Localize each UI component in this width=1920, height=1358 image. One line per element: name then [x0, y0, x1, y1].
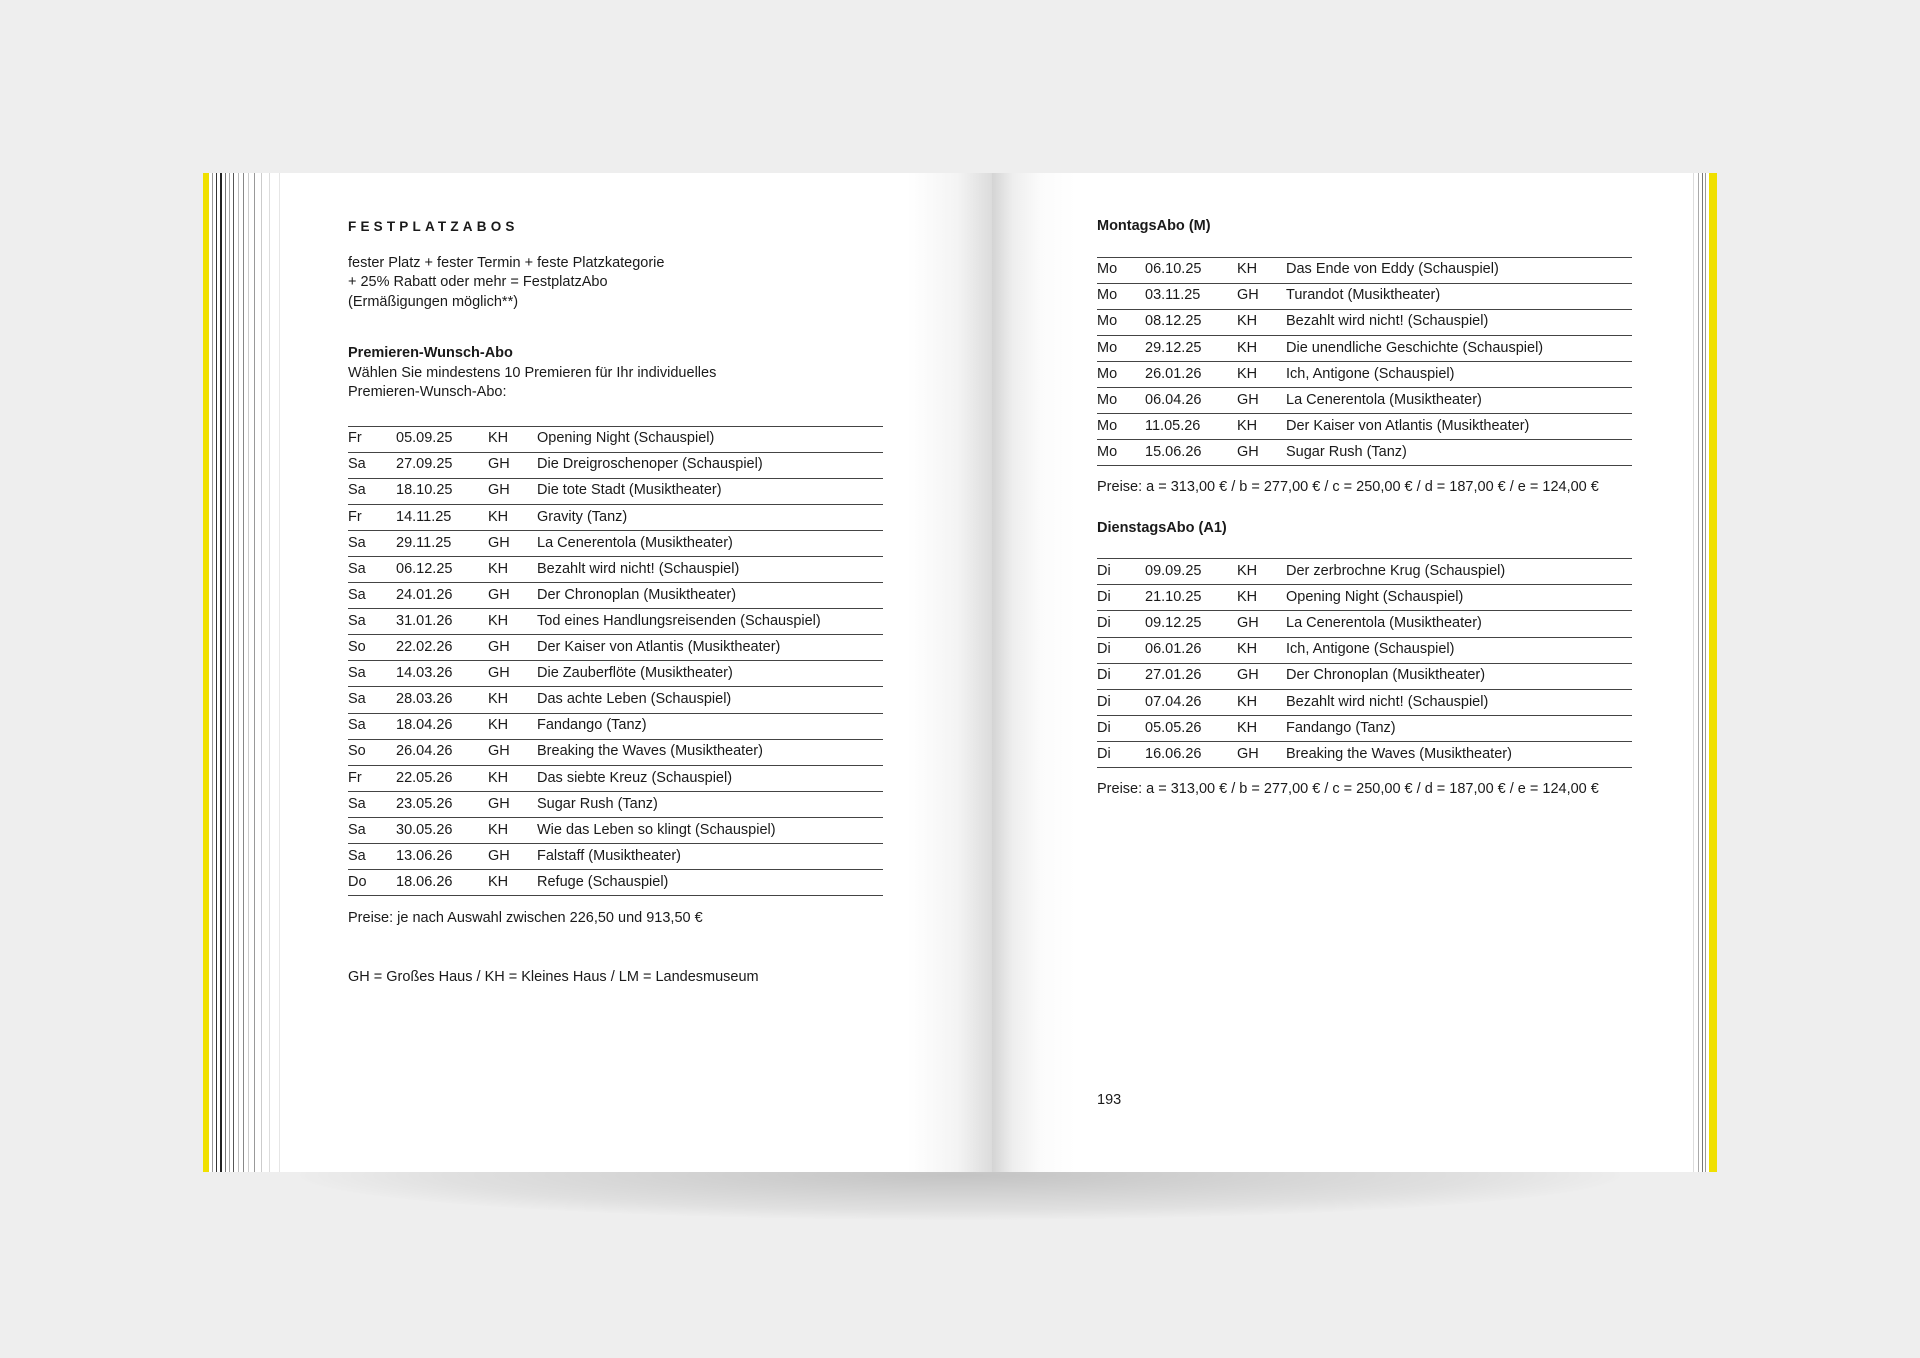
date-cell: 18.04.26 — [396, 713, 488, 739]
table-row — [348, 635, 883, 661]
performance-cell: Das siebte Kreuz (Schauspiel) — [537, 765, 883, 791]
performance-cell: Bezahlt wird nicht! (Schauspiel) — [1286, 309, 1632, 335]
venue-cell: GH — [1237, 611, 1286, 637]
venue-cell: KH — [488, 609, 537, 635]
weekday-cell: Sa — [348, 791, 396, 817]
weekday-cell: Sa — [348, 478, 396, 504]
weekday-cell: Mo — [1097, 387, 1145, 413]
date-cell: 03.11.25 — [1145, 283, 1237, 309]
dienstagsabo-title: DienstagsAbo (A1) — [1097, 519, 1227, 536]
intro-line: fester Platz + fester Termin + feste Platzkategorie — [348, 254, 665, 271]
venue-cell: KH — [1237, 689, 1286, 715]
date-cell: 14.03.26 — [396, 661, 488, 687]
performance-cell: Das Ende von Eddy (Schauspiel) — [1286, 257, 1632, 283]
date-cell: 06.04.26 — [1145, 387, 1237, 413]
table-row — [348, 844, 883, 870]
weekday-cell: Sa — [348, 583, 396, 609]
venue-cell: GH — [488, 452, 537, 478]
weekday-cell: Fr — [348, 504, 396, 530]
venue-cell: GH — [1237, 663, 1286, 689]
venue-cell: GH — [488, 739, 537, 765]
dienstagsabo-price: Preise: a = 313,00 € / b = 277,00 € / c = 250,00 € / d = 187,00 € / e = 124,00 € — [1097, 781, 1599, 797]
date-cell: 07.04.26 — [1145, 689, 1237, 715]
date-cell: 14.11.25 — [396, 504, 488, 530]
venue-cell: GH — [1237, 283, 1286, 309]
venue-cell: KH — [488, 713, 537, 739]
venue-cell: KH — [488, 817, 537, 843]
venue-cell: KH — [488, 556, 537, 582]
weekday-cell: Di — [1097, 689, 1145, 715]
weekday-cell: Sa — [348, 556, 396, 582]
table-row — [348, 478, 883, 504]
performance-cell: Wie das Leben so klingt (Schauspiel) — [537, 817, 883, 843]
table-row — [348, 817, 883, 843]
table-row — [348, 713, 883, 739]
performance-cell: Die Dreigroschenoper (Schauspiel) — [537, 452, 883, 478]
weekday-cell: Di — [1097, 741, 1145, 767]
weekday-cell: Di — [1097, 715, 1145, 741]
date-cell: 08.12.25 — [1145, 309, 1237, 335]
date-cell: 23.05.26 — [396, 791, 488, 817]
performance-cell: Der Kaiser von Atlantis (Musiktheater) — [1286, 414, 1632, 440]
performance-cell: Gravity (Tanz) — [537, 504, 883, 530]
performance-cell: Die Zauberflöte (Musiktheater) — [537, 661, 883, 687]
date-cell: 28.03.26 — [396, 687, 488, 713]
table-row — [348, 583, 883, 609]
performance-cell: La Cenerentola (Musiktheater) — [1286, 611, 1632, 637]
performance-cell: Ich, Antigone (Schauspiel) — [1286, 637, 1632, 663]
date-cell: 11.05.26 — [1145, 414, 1237, 440]
date-cell: 16.06.26 — [1145, 741, 1237, 767]
venue-cell: KH — [1237, 715, 1286, 741]
weekday-cell: Mo — [1097, 440, 1145, 466]
table-row — [348, 504, 883, 530]
performance-cell: Opening Night (Schauspiel) — [537, 426, 883, 452]
weekday-cell: Di — [1097, 637, 1145, 663]
weekday-cell: Di — [1097, 611, 1145, 637]
dienstagsabo-schedule-table — [1097, 558, 1632, 768]
weekday-cell: Mo — [1097, 257, 1145, 283]
table-row — [1097, 741, 1632, 767]
venue-cell: KH — [488, 765, 537, 791]
venue-cell: KH — [1237, 361, 1286, 387]
date-cell: 27.01.26 — [1145, 663, 1237, 689]
venue-cell: KH — [1237, 309, 1286, 335]
venue-cell: GH — [1237, 741, 1286, 767]
date-cell: 18.10.25 — [396, 478, 488, 504]
date-cell: 09.12.25 — [1145, 611, 1237, 637]
date-cell: 29.11.25 — [396, 530, 488, 556]
premieren-schedule-table — [348, 426, 883, 897]
table-row — [1097, 559, 1632, 585]
venue-cell: KH — [488, 426, 537, 452]
intro-line: + 25% Rabatt oder mehr = FestplatzAbo — [348, 274, 608, 290]
table-row — [348, 870, 883, 896]
venue-cell: GH — [488, 844, 537, 870]
weekday-cell: Sa — [348, 530, 396, 556]
venue-cell: GH — [1237, 387, 1286, 413]
table-row — [1097, 689, 1632, 715]
right-page-content — [1097, 217, 1631, 800]
table-row — [1097, 440, 1632, 466]
date-cell: 13.06.26 — [396, 844, 488, 870]
performance-cell: La Cenerentola (Musiktheater) — [1286, 387, 1632, 413]
weekday-cell: Di — [1097, 585, 1145, 611]
performance-cell: Die unendliche Geschichte (Schauspiel) — [1286, 335, 1632, 361]
performance-cell: Tod eines Handlungsreisenden (Schauspiel) — [537, 609, 883, 635]
table-row — [1097, 361, 1632, 387]
venue-cell: KH — [1237, 585, 1286, 611]
performance-cell: Der Chronoplan (Musiktheater) — [1286, 663, 1632, 689]
venue-legend: GH = Großes Haus / KH = Kleines Haus / LM = Landesmuseum — [348, 968, 759, 985]
performance-cell: Der Kaiser von Atlantis (Musiktheater) — [537, 635, 883, 661]
venue-cell: GH — [488, 661, 537, 687]
venue-cell: KH — [488, 504, 537, 530]
weekday-cell: Fr — [348, 426, 396, 452]
page-edges-left — [203, 173, 291, 1172]
date-cell: 15.06.26 — [1145, 440, 1237, 466]
performance-cell: Opening Night (Schauspiel) — [1286, 585, 1632, 611]
date-cell: 06.10.25 — [1145, 257, 1237, 283]
table-row — [1097, 283, 1632, 309]
performance-cell: Refuge (Schauspiel) — [537, 870, 883, 896]
venue-cell: GH — [488, 530, 537, 556]
venue-cell: KH — [1237, 637, 1286, 663]
date-cell: 06.01.26 — [1145, 637, 1237, 663]
performance-cell: Fandango (Tanz) — [1286, 715, 1632, 741]
table-row — [348, 739, 883, 765]
table-row — [1097, 715, 1632, 741]
table-row — [1097, 387, 1632, 413]
date-cell: 27.09.25 — [396, 452, 488, 478]
left-page-content — [348, 217, 883, 987]
performance-cell: Sugar Rush (Tanz) — [1286, 440, 1632, 466]
weekday-cell: Di — [1097, 663, 1145, 689]
weekday-cell: Mo — [1097, 309, 1145, 335]
weekday-cell: Do — [348, 870, 396, 896]
table-row — [348, 791, 883, 817]
weekday-cell: So — [348, 635, 396, 661]
weekday-cell: Mo — [1097, 283, 1145, 309]
price-note: Preise: je nach Auswahl zwischen 226,50 und 913,50 € — [348, 910, 703, 927]
performance-cell: Die tote Stadt (Musiktheater) — [537, 478, 883, 504]
table-row — [348, 609, 883, 635]
date-cell: 22.02.26 — [396, 635, 488, 661]
intro-text — [348, 254, 883, 313]
venue-cell: GH — [1237, 440, 1286, 466]
date-cell: 05.05.26 — [1145, 715, 1237, 741]
performance-cell: Sugar Rush (Tanz) — [537, 791, 883, 817]
table-row — [348, 452, 883, 478]
table-row — [348, 687, 883, 713]
date-cell: 26.01.26 — [1145, 361, 1237, 387]
weekday-cell: So — [348, 739, 396, 765]
table-row — [1097, 414, 1632, 440]
table-row — [1097, 335, 1632, 361]
performance-cell: Bezahlt wird nicht! (Schauspiel) — [1286, 689, 1632, 715]
table-row — [1097, 663, 1632, 689]
venue-cell: GH — [488, 478, 537, 504]
venue-cell: KH — [488, 870, 537, 896]
section-description-line: Wählen Sie mindestens 10 Premieren für Ihr individuelles — [348, 364, 717, 381]
performance-cell: Der Chronoplan (Musiktheater) — [537, 583, 883, 609]
weekday-cell: Sa — [348, 687, 396, 713]
weekday-cell: Sa — [348, 817, 396, 843]
table-row — [1097, 611, 1632, 637]
performance-cell: Das achte Leben (Schauspiel) — [537, 687, 883, 713]
date-cell: 05.09.25 — [396, 426, 488, 452]
date-cell: 21.10.25 — [1145, 585, 1237, 611]
date-cell: 24.01.26 — [396, 583, 488, 609]
performance-cell: Breaking the Waves (Musiktheater) — [537, 739, 883, 765]
weekday-cell: Sa — [348, 661, 396, 687]
venue-cell: GH — [488, 635, 537, 661]
venue-cell: KH — [1237, 257, 1286, 283]
date-cell: 18.06.26 — [396, 870, 488, 896]
date-cell: 30.05.26 — [396, 817, 488, 843]
table-row — [1097, 257, 1632, 283]
table-row — [348, 556, 883, 582]
montagsabo-title: MontagsAbo (M) — [1097, 218, 1211, 234]
section-title: Premieren-Wunsch-Abo — [348, 345, 513, 361]
section-description-line: Premieren-Wunsch-Abo: — [348, 384, 507, 400]
page-number: 193 — [1097, 1092, 1122, 1108]
performance-cell: Falstaff (Musiktheater) — [537, 844, 883, 870]
weekday-cell: Mo — [1097, 414, 1145, 440]
date-cell: 22.05.26 — [396, 765, 488, 791]
performance-cell: Bezahlt wird nicht! (Schauspiel) — [537, 556, 883, 582]
table-row — [1097, 309, 1632, 335]
performance-cell: Breaking the Waves (Musiktheater) — [1286, 741, 1632, 767]
table-row — [348, 765, 883, 791]
venue-cell: KH — [1237, 335, 1286, 361]
weekday-cell: Mo — [1097, 335, 1145, 361]
date-cell: 09.09.25 — [1145, 559, 1237, 585]
intro-line: (Ermäßigungen möglich**) — [348, 293, 519, 310]
venue-cell: GH — [488, 791, 537, 817]
venue-cell: GH — [488, 583, 537, 609]
table-row — [348, 661, 883, 687]
date-cell: 31.01.26 — [396, 609, 488, 635]
weekday-cell: Sa — [348, 713, 396, 739]
performance-cell: La Cenerentola (Musiktheater) — [537, 530, 883, 556]
date-cell: 26.04.26 — [396, 739, 488, 765]
table-row — [348, 426, 883, 452]
table-row — [1097, 637, 1632, 663]
performance-cell: Der zerbrochne Krug (Schauspiel) — [1286, 559, 1632, 585]
date-cell: 06.12.25 — [396, 556, 488, 582]
performance-cell: Turandot (Musiktheater) — [1286, 283, 1632, 309]
weekday-cell: Sa — [348, 609, 396, 635]
montagsabo-schedule-table — [1097, 257, 1632, 467]
weekday-cell: Mo — [1097, 361, 1145, 387]
weekday-cell: Di — [1097, 559, 1145, 585]
weekday-cell: Sa — [348, 452, 396, 478]
performance-cell: Fandango (Tanz) — [537, 713, 883, 739]
date-cell: 29.12.25 — [1145, 335, 1237, 361]
montagsabo-price: Preise: a = 313,00 € / b = 277,00 € / c = 250,00 € / d = 187,00 € / e = 124,00 € — [1097, 479, 1599, 496]
venue-cell: KH — [1237, 414, 1286, 440]
weekday-cell: Sa — [348, 844, 396, 870]
venue-cell: KH — [1237, 559, 1286, 585]
table-row — [1097, 585, 1632, 611]
venue-cell: KH — [488, 687, 537, 713]
page-edges-right — [1687, 173, 1717, 1172]
weekday-cell: Fr — [348, 765, 396, 791]
performance-cell: Ich, Antigone (Schauspiel) — [1286, 361, 1632, 387]
table-row — [348, 530, 883, 556]
page-title: FESTPLATZABOS — [348, 219, 519, 234]
